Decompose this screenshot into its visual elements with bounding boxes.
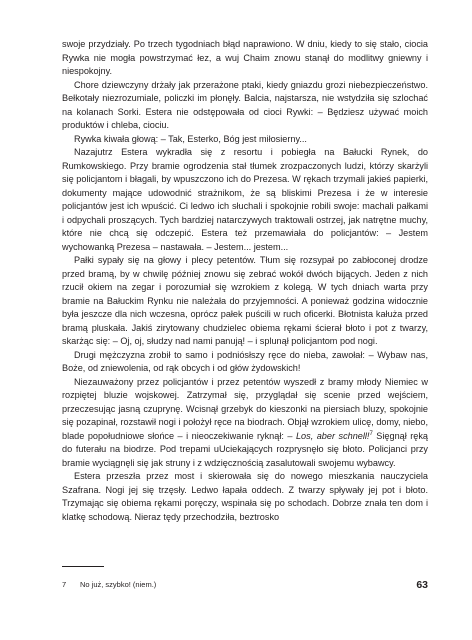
- body-text: [62, 38, 428, 524]
- paragraph-text: Uciekających rozprysnęło się błoto. Policjanci przy bramie wyciągnęli się jak struny i z wdzięcznością zasalutowali swojemu wybawcy.: [62, 444, 428, 468]
- footnote-divider: [62, 566, 104, 567]
- footnote-reference: 7: [369, 430, 373, 437]
- paragraph-with-footnote: [62, 376, 428, 471]
- page-number: 63: [416, 579, 428, 591]
- paragraph: Nazajutrz Estera wykradła się z resortu i pobiegła na Bałucki Rynek, do Rumkowskiego. Przy bramie ogrodzenia stał tłumek zrozpaczonych ludzi, którzy skarżyli się policjantom i błagali, by wpuszczono ich do Prezesa. W rękach trzymali jakieś papierki, dokumenty mające udowodnić strażnikom, że są bliskimi Prezesa i że w interesie policjantów jest ich wpuścić. Ci ledwo ich słuchali i spokojnie robili swoje: machali pałkami i odpychali proszących. Tych bardziej natarczywych traktowali ostrzej, jak natrętne muchy, które nie chcą się odczepić. Estera też przemawiała do policjantów: – Jestem wychowanką Prezesa – nastawała. – Jestem... jestem...: [62, 147, 428, 252]
- footnote-text: No już, szybko! (niem.): [80, 580, 157, 589]
- paragraph: Drugi mężczyzna zrobił to samo i podniósłszy ręce do nieba, zawołał: – Wybaw nas, Boże, od zniewolenia, od rąk obcych i od głów żydowskich!: [62, 349, 428, 373]
- paragraph: Pałki sypały się na głowy i plecy petentów. Tłum się rozsypał po zabłoconej drodze przed bramą, by w chwilę później znowu się zebrać wokół dwóch bijących. Jeden z nich rzucił okiem na zegar i porozumiał się wzrokiem z kolegą. W tych dniach warta przy bramie na Bałuckim Rynku nie należała do przyjemności. A ponieważ godzina widocznie była jeszcze dla nich wczesna, oprócz pałek puścili w ruch oficerki. Błotnista kałuża przed bramą pluskała. Jakiś zirytowany chudzielec obiema rękami ścierał błoto i pot z twarzy, skarżąc się: – Oj, oj, słudzy nad nami panują! – i splunął policjantom pod nogi.: [62, 255, 428, 346]
- paragraph-text: Sięgnął ręką do futerału na biodrze. Pod trepami u: [62, 430, 428, 454]
- paragraph: Rywka kiwała głową: – Tak, Esterko, Bóg jest miłosierny...: [74, 133, 307, 144]
- paragraph: swoje przydziały. Po trzech tygodniach błąd naprawiono. W dniu, kiedy to się stało, ciocia Rywka nie mogła powstrzymać łez, a wuj Chaim znowu stanął do modlitwy gniewny i niespokojny.: [62, 39, 428, 76]
- footnote: [62, 580, 362, 590]
- paragraph: Chore dziewczyny drżały jak przerażone ptaki, kiedy gniazdu grozi niebezpieczeństwo. Bełkotały niezrozumiale, policzki im płonęły. Balcia, najstarsza, nie wstydziła się szlochać na kolanach Sorki. Estera nie odstępowała od cioci Rywki: – Będziesz używać moich produktów i chleba, ciociu.: [62, 79, 428, 130]
- german-shout: Los, aber schnell!: [295, 430, 370, 441]
- paragraph-text: Niezauważony przez policjantów i przez petentów wyszedł z bramy młody Niemiec w rozpiętej bluzie wojskowej. Zatrzymał się, przyglądał się scenie przed wejściem, przeczesując jasną czuprynę. Wcisnął grzebyk do kieszonki na piersiach bluzy, spokojnie się pozapinał, rozstawił nogi i położył ręce na biodrach. Objął wzrokiem ulicę, domy, niebo, blade popołudniowe słońce – i nieoczekiwanie ryknął: –: [62, 376, 428, 441]
- footnote-number: 7: [62, 580, 67, 589]
- paragraph: Estera przeszła przez most i skierowała się do nowego mieszkania nauczyciela Szafrana. Nogi jej się trzęsły. Ledwo łapała oddech. Z twarzy spływały jej pot i błoto. Trzymając się obiema rękami poręczy, wspinała się po schodach. Dobrze znała ten dom i klatkę schodową. Nieraz tędy przechodziła, beztrosko: [62, 471, 428, 522]
